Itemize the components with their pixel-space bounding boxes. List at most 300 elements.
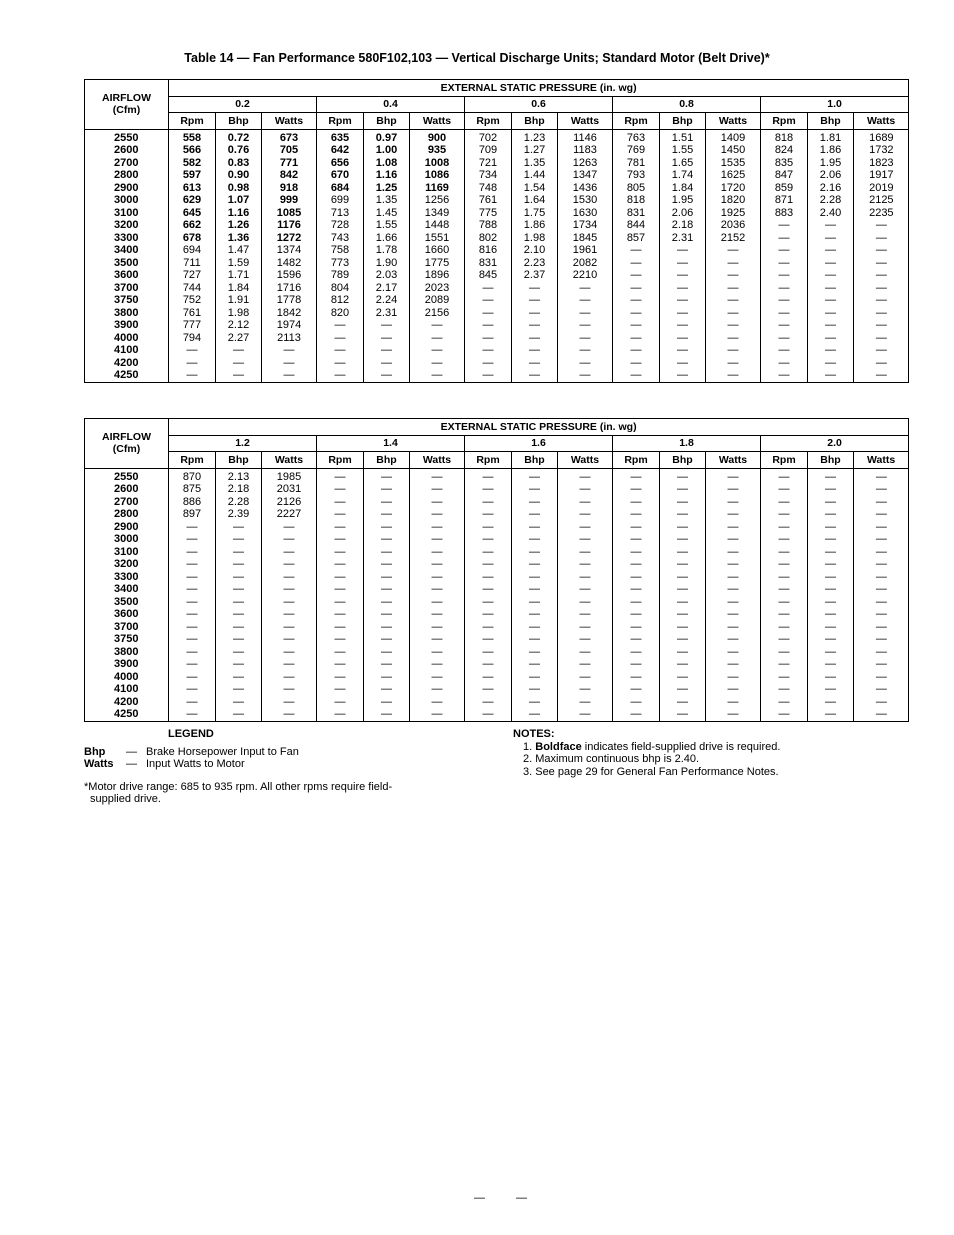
data-cell: — [364, 468, 410, 483]
data-cell: — [169, 558, 216, 571]
data-cell: — [465, 496, 512, 509]
data-cell: — [262, 621, 317, 634]
data-cell: — [854, 344, 909, 357]
pressure-header: 1.4 [317, 435, 465, 452]
data-cell: — [317, 533, 364, 546]
airflow-cell: 4100 [114, 344, 139, 356]
table-row [85, 344, 909, 357]
data-cell: 711 [169, 257, 216, 270]
data-cell: 2.24 [364, 294, 410, 307]
table-row [85, 219, 909, 232]
data-cell: — [613, 307, 660, 320]
data-cell: 845 [465, 269, 512, 282]
data-cell: — [706, 596, 761, 609]
data-cell: — [808, 269, 854, 282]
table-row [85, 194, 909, 207]
data-cell: — [761, 468, 808, 483]
data-cell: — [660, 269, 706, 282]
data-cell: — [410, 583, 465, 596]
data-cell: 761 [465, 194, 512, 207]
data-cell: — [410, 496, 465, 509]
data-cell: 702 [465, 129, 512, 144]
data-cell: — [364, 332, 410, 345]
airflow-cell: 3600 [114, 608, 139, 620]
data-cell: 645 [169, 207, 216, 220]
data-cell: — [854, 571, 909, 584]
data-cell: — [465, 344, 512, 357]
data-cell: — [808, 232, 854, 245]
pressure-header: 2.0 [761, 435, 909, 452]
data-cell: 1689 [854, 129, 909, 144]
data-cell: — [364, 658, 410, 671]
data-cell: — [854, 533, 909, 546]
data-cell: 1596 [262, 269, 317, 282]
data-cell: — [854, 219, 909, 232]
data-cell: — [706, 708, 761, 722]
data-cell: — [660, 546, 706, 559]
data-cell: 773 [317, 257, 364, 270]
airflow-cell: 2900 [114, 520, 139, 533]
airflow-cell: 4200 [114, 695, 139, 708]
note-2: 2. Maximum continuous bhp is 2.40. [523, 753, 700, 765]
notes-heading: NOTES: [513, 728, 555, 740]
data-cell: — [465, 658, 512, 671]
data-cell: 2.39 [216, 508, 262, 521]
data-cell: 1.51 [660, 129, 706, 144]
data-cell: — [854, 294, 909, 307]
data-cell: — [558, 496, 613, 509]
data-cell: — [613, 468, 660, 483]
data-cell: — [317, 596, 364, 609]
pressure-header: 0.6 [465, 96, 613, 113]
airflow-cell: 2800 [114, 169, 139, 181]
data-cell: — [854, 708, 909, 722]
sub-header: Bhp [808, 452, 854, 469]
data-cell: — [613, 646, 660, 659]
legend-item-bhp [84, 746, 479, 759]
data-cell: — [262, 558, 317, 571]
data-cell: 835 [761, 157, 808, 170]
table-row [85, 521, 909, 534]
data-cell: — [706, 496, 761, 509]
data-cell: — [216, 369, 262, 383]
note-1-number: 1. [523, 740, 533, 753]
data-cell: 816 [465, 244, 512, 257]
data-cell: — [317, 521, 364, 534]
sub-header: Watts [410, 452, 465, 469]
data-cell: 1.86 [512, 219, 558, 232]
data-cell: — [808, 583, 854, 596]
data-cell: — [216, 683, 262, 696]
data-cell: — [808, 521, 854, 534]
data-cell: — [558, 294, 613, 307]
sub-header: Bhp [364, 452, 410, 469]
data-cell: — [808, 483, 854, 496]
data-cell: — [512, 369, 558, 383]
sub-header: Rpm [317, 452, 364, 469]
data-cell: — [808, 219, 854, 232]
sub-header: Bhp [512, 113, 558, 130]
data-cell: 558 [169, 129, 216, 144]
data-cell: — [761, 658, 808, 671]
data-cell: 2.10 [512, 244, 558, 257]
data-cell: — [364, 683, 410, 696]
table-row [85, 546, 909, 559]
data-cell: 670 [317, 169, 364, 182]
motor-footnote [84, 781, 479, 806]
airflow-cell: 2800 [114, 508, 139, 520]
data-cell: 2019 [854, 182, 909, 195]
legend-dash: — [126, 745, 137, 758]
data-cell: — [169, 344, 216, 357]
data-cell: — [761, 558, 808, 571]
sub-header: Bhp [216, 452, 262, 469]
data-cell: 1925 [706, 207, 761, 220]
sub-header: Watts [558, 113, 613, 130]
data-cell: 870 [169, 468, 216, 483]
data-cell: 2227 [262, 508, 317, 521]
data-cell: — [854, 583, 909, 596]
data-cell: 1.35 [364, 194, 410, 207]
sub-header: Watts [854, 452, 909, 469]
data-cell: — [317, 332, 364, 345]
data-cell: 597 [169, 169, 216, 182]
data-cell: — [808, 319, 854, 332]
data-cell: — [364, 583, 410, 596]
data-cell: — [512, 571, 558, 584]
sub-header: Rpm [761, 113, 808, 130]
table-row [85, 269, 909, 282]
data-cell: 1917 [854, 169, 909, 182]
page-footer: — — [474, 1192, 542, 1204]
data-cell: — [761, 369, 808, 383]
data-cell: 1.59 [216, 257, 262, 270]
data-cell: — [410, 658, 465, 671]
data-cell: 1.47 [216, 244, 262, 257]
data-cell: — [262, 658, 317, 671]
data-cell: — [854, 307, 909, 320]
data-cell: — [410, 369, 465, 383]
data-cell: — [558, 546, 613, 559]
data-cell: — [613, 596, 660, 609]
data-cell: — [558, 521, 613, 534]
data-cell: — [613, 658, 660, 671]
data-cell: — [169, 683, 216, 696]
data-cell: 1.95 [808, 157, 854, 170]
data-cell: 0.97 [364, 129, 410, 144]
data-cell: 2.28 [216, 496, 262, 509]
data-cell: 897 [169, 508, 216, 521]
data-cell: 1823 [854, 157, 909, 170]
data-cell: — [706, 294, 761, 307]
data-cell: — [706, 558, 761, 571]
data-cell: — [262, 633, 317, 646]
data-cell: — [854, 468, 909, 483]
data-cell: — [854, 483, 909, 496]
data-cell: — [761, 319, 808, 332]
data-cell: — [613, 521, 660, 534]
pressure-header: 1.6 [465, 435, 613, 452]
data-cell: — [660, 671, 706, 684]
table-row [85, 319, 909, 332]
data-cell: — [613, 294, 660, 307]
airflow-cell: 2900 [114, 181, 139, 194]
fan-performance-table-2 [84, 418, 909, 722]
table-row [85, 207, 909, 220]
pressure-header: 0.8 [613, 96, 761, 113]
data-cell: 748 [465, 182, 512, 195]
data-cell: — [410, 683, 465, 696]
data-cell: — [216, 708, 262, 722]
data-cell: — [364, 357, 410, 370]
data-cell: 1.86 [808, 144, 854, 157]
notes [513, 728, 780, 778]
data-cell: 1.78 [364, 244, 410, 257]
data-cell: 1176 [262, 219, 317, 232]
data-cell: 1.35 [512, 157, 558, 170]
table-row [85, 294, 909, 307]
data-cell: — [317, 683, 364, 696]
table-row [85, 144, 909, 157]
legend-heading: LEGEND [168, 728, 214, 740]
data-cell: — [660, 596, 706, 609]
data-cell: — [706, 282, 761, 295]
data-cell: — [854, 683, 909, 696]
data-cell: 900 [410, 129, 465, 144]
data-cell: — [169, 571, 216, 584]
airflow-cell: 2700 [114, 156, 139, 169]
data-cell: — [660, 571, 706, 584]
data-cell: — [808, 332, 854, 345]
table-row [85, 596, 909, 609]
data-cell: — [558, 319, 613, 332]
table-row [85, 583, 909, 596]
data-cell: 699 [317, 194, 364, 207]
data-cell: 1349 [410, 207, 465, 220]
data-cell: — [262, 521, 317, 534]
data-cell: — [854, 596, 909, 609]
data-cell: 789 [317, 269, 364, 282]
data-cell: — [410, 319, 465, 332]
data-cell: — [854, 269, 909, 282]
data-cell: 763 [613, 129, 660, 144]
airflow-cell: 3500 [114, 595, 139, 608]
data-cell: — [854, 558, 909, 571]
data-cell: — [512, 621, 558, 634]
data-cell: — [558, 282, 613, 295]
data-cell: 2235 [854, 207, 909, 220]
legend-abbr: Bhp [84, 745, 106, 758]
data-cell: — [613, 332, 660, 345]
data-cell: 818 [613, 194, 660, 207]
data-cell: 1482 [262, 257, 317, 270]
data-cell: 1008 [410, 157, 465, 170]
data-cell: — [216, 596, 262, 609]
data-cell: — [706, 608, 761, 621]
pressure-header: 0.2 [169, 96, 317, 113]
data-cell: — [613, 357, 660, 370]
data-cell: 1896 [410, 269, 465, 282]
data-cell: 1551 [410, 232, 465, 245]
data-cell: — [364, 571, 410, 584]
data-cell: 777 [169, 319, 216, 332]
data-cell: 1535 [706, 157, 761, 170]
table-row [85, 129, 909, 144]
airflow-cell: 3800 [114, 645, 139, 658]
airflow-cell: 3300 [114, 231, 139, 244]
table-row [85, 357, 909, 370]
data-cell: 1732 [854, 144, 909, 157]
data-cell: — [512, 307, 558, 320]
airflow-cell: 2550 [114, 131, 139, 144]
data-cell: — [854, 369, 909, 383]
data-cell: — [706, 658, 761, 671]
sub-header: Bhp [660, 452, 706, 469]
data-cell: — [216, 546, 262, 559]
data-cell: 728 [317, 219, 364, 232]
data-cell: 2.06 [660, 207, 706, 220]
data-cell: 1.55 [660, 144, 706, 157]
data-cell: — [854, 621, 909, 634]
data-cell: 752 [169, 294, 216, 307]
data-cell: — [364, 483, 410, 496]
sub-header: Rpm [465, 452, 512, 469]
data-cell: — [613, 571, 660, 584]
data-cell: 844 [613, 219, 660, 232]
data-cell: — [410, 508, 465, 521]
data-cell: 673 [262, 129, 317, 144]
airflow-cell: 2600 [114, 144, 139, 156]
data-cell: — [558, 508, 613, 521]
data-cell: — [613, 369, 660, 383]
data-cell: 2082 [558, 257, 613, 270]
data-cell: — [216, 696, 262, 709]
data-cell: — [317, 708, 364, 722]
data-cell: — [613, 483, 660, 496]
sub-header: Bhp [364, 113, 410, 130]
data-cell: 642 [317, 144, 364, 157]
table-row [85, 232, 909, 245]
data-cell: — [660, 307, 706, 320]
data-cell: — [706, 521, 761, 534]
data-cell: — [761, 282, 808, 295]
table-row [85, 244, 909, 257]
sub-header: Bhp [660, 113, 706, 130]
data-cell: — [808, 558, 854, 571]
data-cell: 0.72 [216, 129, 262, 144]
data-cell: 2.13 [216, 468, 262, 483]
sub-header: Rpm [761, 452, 808, 469]
data-cell: — [558, 357, 613, 370]
data-cell: 824 [761, 144, 808, 157]
data-cell: 629 [169, 194, 216, 207]
data-cell: — [854, 608, 909, 621]
data-cell: 1775 [410, 257, 465, 270]
data-cell: 1630 [558, 207, 613, 220]
data-cell: — [410, 483, 465, 496]
data-cell: — [262, 571, 317, 584]
data-cell: 935 [410, 144, 465, 157]
data-cell: 0.76 [216, 144, 262, 157]
data-cell: — [613, 257, 660, 270]
data-cell: 2031 [262, 483, 317, 496]
pressure-header: 1.2 [169, 435, 317, 452]
data-cell: — [854, 508, 909, 521]
data-cell: — [410, 696, 465, 709]
data-cell: — [660, 496, 706, 509]
data-cell: 1.65 [660, 157, 706, 170]
data-cell: — [216, 608, 262, 621]
data-cell: 2.31 [660, 232, 706, 245]
data-cell: — [761, 683, 808, 696]
data-cell: — [169, 596, 216, 609]
data-cell: — [761, 633, 808, 646]
data-cell: — [808, 307, 854, 320]
data-cell: 1183 [558, 144, 613, 157]
data-cell: — [465, 332, 512, 345]
airflow-cell: 3100 [114, 206, 139, 219]
data-cell: 820 [317, 307, 364, 320]
data-cell: 566 [169, 144, 216, 157]
data-cell: 705 [262, 144, 317, 157]
table-row [85, 671, 909, 684]
airflow-cell: 2600 [114, 483, 139, 495]
data-cell: — [410, 646, 465, 659]
data-cell: 2.40 [808, 207, 854, 220]
data-cell: — [660, 533, 706, 546]
data-cell: — [558, 646, 613, 659]
data-cell: 1820 [706, 194, 761, 207]
data-cell: — [808, 257, 854, 270]
data-cell: — [169, 608, 216, 621]
data-cell: — [364, 696, 410, 709]
data-cell: — [706, 307, 761, 320]
data-cell: 1.91 [216, 294, 262, 307]
data-cell: — [364, 496, 410, 509]
data-cell: — [660, 646, 706, 659]
data-cell: — [613, 533, 660, 546]
data-cell: — [465, 483, 512, 496]
sub-header: Rpm [169, 113, 216, 130]
data-cell: — [512, 344, 558, 357]
data-cell: — [465, 646, 512, 659]
data-cell: — [512, 533, 558, 546]
data-cell: — [706, 546, 761, 559]
data-cell: — [169, 521, 216, 534]
data-cell: — [660, 508, 706, 521]
data-cell: — [558, 344, 613, 357]
table-row [85, 633, 909, 646]
data-cell: 2.17 [364, 282, 410, 295]
data-cell: — [761, 596, 808, 609]
data-cell: — [465, 608, 512, 621]
data-cell: — [465, 307, 512, 320]
data-cell: — [317, 571, 364, 584]
data-cell: — [660, 468, 706, 483]
data-cell: 859 [761, 182, 808, 195]
data-cell: 1.84 [216, 282, 262, 295]
pressure-header: 1.0 [761, 96, 909, 113]
data-cell: — [613, 633, 660, 646]
data-cell: — [364, 533, 410, 546]
table-row [85, 257, 909, 270]
table-row [85, 468, 909, 483]
data-cell: 1169 [410, 182, 465, 195]
data-cell: 805 [613, 182, 660, 195]
data-cell: — [512, 633, 558, 646]
data-cell: 769 [613, 144, 660, 157]
data-cell: — [410, 332, 465, 345]
